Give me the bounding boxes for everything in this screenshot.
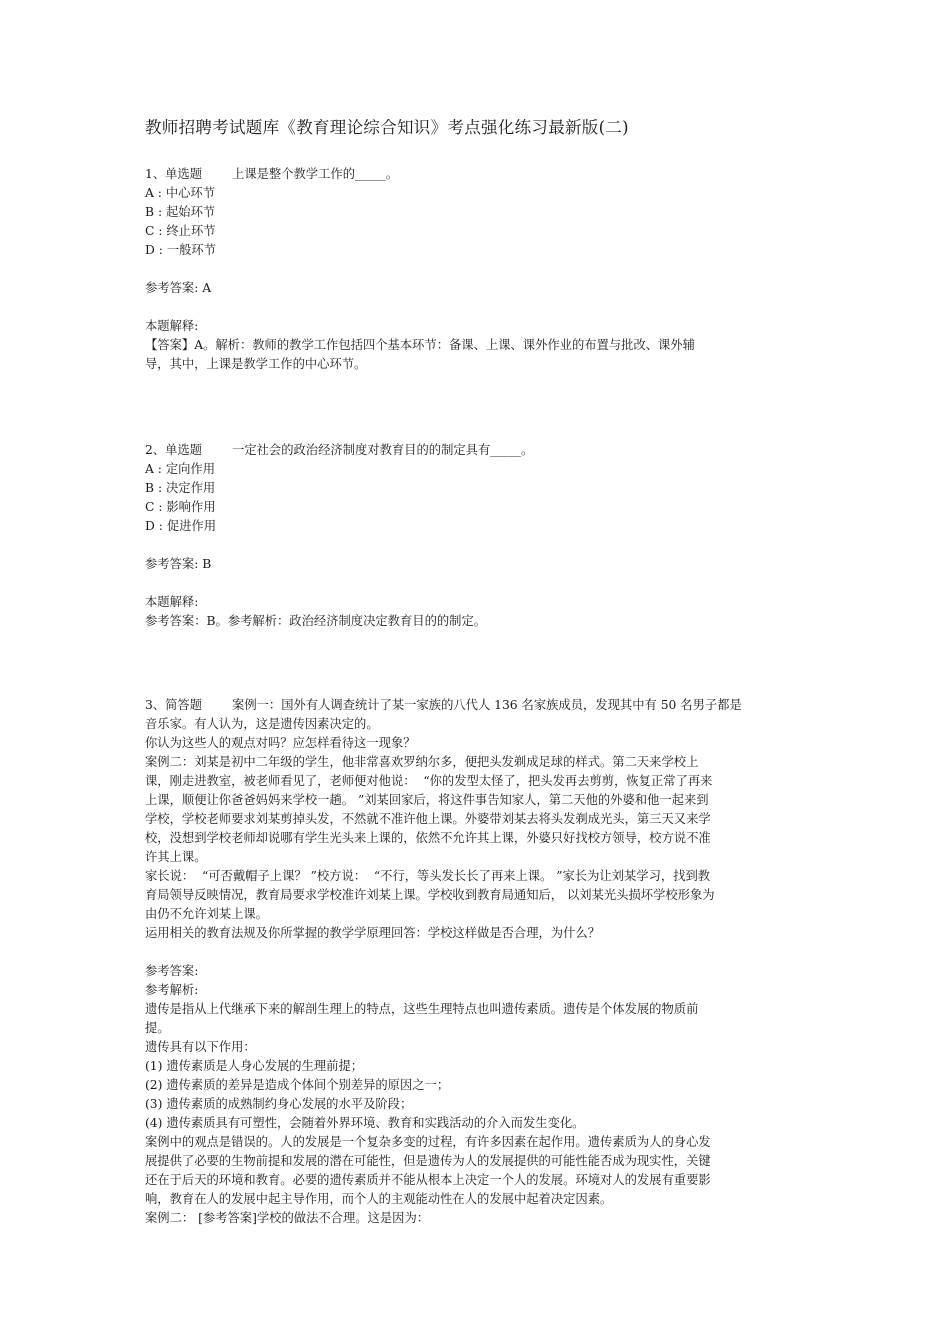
question-3-body-line: 音乐家。有人认为，这是遗传因素决定的。 xyxy=(145,717,379,731)
question-3-explain-line: (3) 遗传素质的成熟制约身心发展的水平及阶段； xyxy=(145,1097,413,1111)
question-3-stem: 案例一：国外有人调查统计了某一家族的八代人 136 名家族成员，发现其中有 50 名男子都是 xyxy=(232,698,742,712)
question-3 xyxy=(145,696,807,1228)
question-3-explain-line: 遗传是指从上代继承下来的解剖生理上的特点，这些生理特点也叫遗传素质。遗传是个体发展的物质前 xyxy=(145,1002,699,1016)
question-1-option-c: C : 终止环节 xyxy=(145,224,216,238)
question-2-explain-line: 参考答案：B。参考解析：政治经济制度决定教育目的的制定。 xyxy=(145,614,487,628)
question-1 xyxy=(145,165,807,374)
question-3-body-line: 许其上课。 xyxy=(145,850,207,864)
question-2-option-a: A : 定向作用 xyxy=(145,462,216,476)
question-2-answer: 参考答案: B xyxy=(145,557,212,571)
question-3-explain-line: 遗传具有以下作用： xyxy=(145,1040,256,1054)
question-3-explain-line: 提。 xyxy=(145,1021,170,1035)
question-3-body-line: 你认为这些人的观点对吗？应怎样看待这一现象？ xyxy=(145,736,416,750)
question-2-stem: 一定社会的政治经济制度对教育目的的制定具有_____。 xyxy=(232,443,534,457)
question-2-option-c: C : 影响作用 xyxy=(145,500,216,514)
question-3-explain-line: (4) 遗传素质具有可塑性，会随着外界环境、教育和实践活动的介入而发生变化。 xyxy=(145,1116,585,1130)
page-title: 教师招聘考试题库《教育理论综合知识》考点强化练习最新版(二) xyxy=(145,118,629,137)
question-3-body-line: 案例二：刘某是初中二年级的学生，他非常喜欢罗纳尔多，便把头发剃成足球的样式。第二天来学校上 xyxy=(145,755,699,769)
question-3-type: 3、简答题 xyxy=(145,698,203,712)
question-2 xyxy=(145,441,807,631)
question-1-answer: 参考答案: A xyxy=(145,281,212,295)
question-3-body-line: 上课，顺便让你爸爸妈妈来学校一趟。 ”刘某回家后，将这件事告知家人，第二天他的外婆和他一起来到 xyxy=(145,793,709,807)
question-1-explain-line: 【答案】A。解析：教师的教学工作包括四个基本环节：备课、上课、课外作业的布置与批改、课外辅 xyxy=(145,338,695,352)
question-1-explain-line: 导，其中，上课是教学工作的中心环节。 xyxy=(145,357,367,371)
question-2-option-d: D : 促进作用 xyxy=(145,519,217,533)
question-1-type: 1、单选题 xyxy=(145,167,203,181)
question-1-header-line xyxy=(145,165,807,184)
question-1-option-a: A : 中心环节 xyxy=(145,186,216,200)
question-3-body-line: 运用相关的教育法规及你所掌握的教学学原理回答：学校这样做是否合理，为什么？ xyxy=(145,926,600,940)
question-3-body-line: 学校，学校老师要求刘某剪掉头发，不然就不准许他上课。外婆带刘某去将头发剃成光头，第三天又来学 xyxy=(145,812,711,826)
question-1-explain-label: 本题解释: xyxy=(145,319,199,333)
question-3-explain-label: 参考解析: xyxy=(145,983,199,997)
question-2-explain-label: 本题解释: xyxy=(145,595,199,609)
question-1-option-b: B : 起始环节 xyxy=(145,205,216,219)
question-2-header-line xyxy=(145,441,807,460)
question-2-option-b: B : 决定作用 xyxy=(145,481,216,495)
question-2-type: 2、单选题 xyxy=(145,443,203,457)
question-3-explain-line: 还在于后天的环境和教育。必要的遗传素质并不能从根本上决定一个人的发展。环境对人的发展有重要影 xyxy=(145,1173,711,1187)
question-3-body-line: 育局领导反映情况，教育局要求学校准许刘某上课。学校收到教育局通知后， 以刘某光头损坏学校形象为 xyxy=(145,888,715,902)
question-3-body-line: 课，刚走进教室，被老师看见了，老师便对他说： “你的发型太怪了，把头发再去剪剪，恢复正常了再来 xyxy=(145,774,713,788)
question-3-header-line xyxy=(145,696,807,715)
question-3-explain-line: 响，教育在人的发展中起主导作用，而个人的主观能动性在人的发展中起着决定因素。 xyxy=(145,1192,613,1206)
question-3-explain-line: (2) 遗传素质的差异是造成个体间个别差异的原因之一； xyxy=(145,1078,450,1092)
question-3-explain-line: 展提供了必要的生物前提和发展的潜在可能性，但是遗传为人的发展提供的可能性能否成为现实性，关键 xyxy=(145,1154,711,1168)
question-3-explain-line: 案例中的观点是错误的。人的发展是一个复杂多变的过程，有许多因素在起作用。遗传素质为人的身心发 xyxy=(145,1135,711,1149)
question-3-explain-line: (1) 遗传素质是人身心发展的生理前提； xyxy=(145,1059,364,1073)
question-3-body-line: 校，没想到学校老师却说哪有学生光头来上课的，依然不允许其上课，外婆只好找校方领导，校方说不准 xyxy=(145,831,711,845)
question-1-stem: 上课是整个教学工作的_____。 xyxy=(232,167,399,181)
question-3-body-line: 家长说： “可否戴帽子上课？ ”校方说： “不行，等头发长长了再来上课。 ”家长为让刘某学习，找到教 xyxy=(145,869,711,883)
question-1-option-d: D : 一般环节 xyxy=(145,243,217,257)
question-3-answer: 参考答案: xyxy=(145,964,199,978)
question-3-body-line: 由仍不允许刘某上课。 xyxy=(145,907,268,921)
question-3-explain-line: 案例二： [参考答案]学校的做法不合理。这是因为： xyxy=(145,1211,430,1225)
